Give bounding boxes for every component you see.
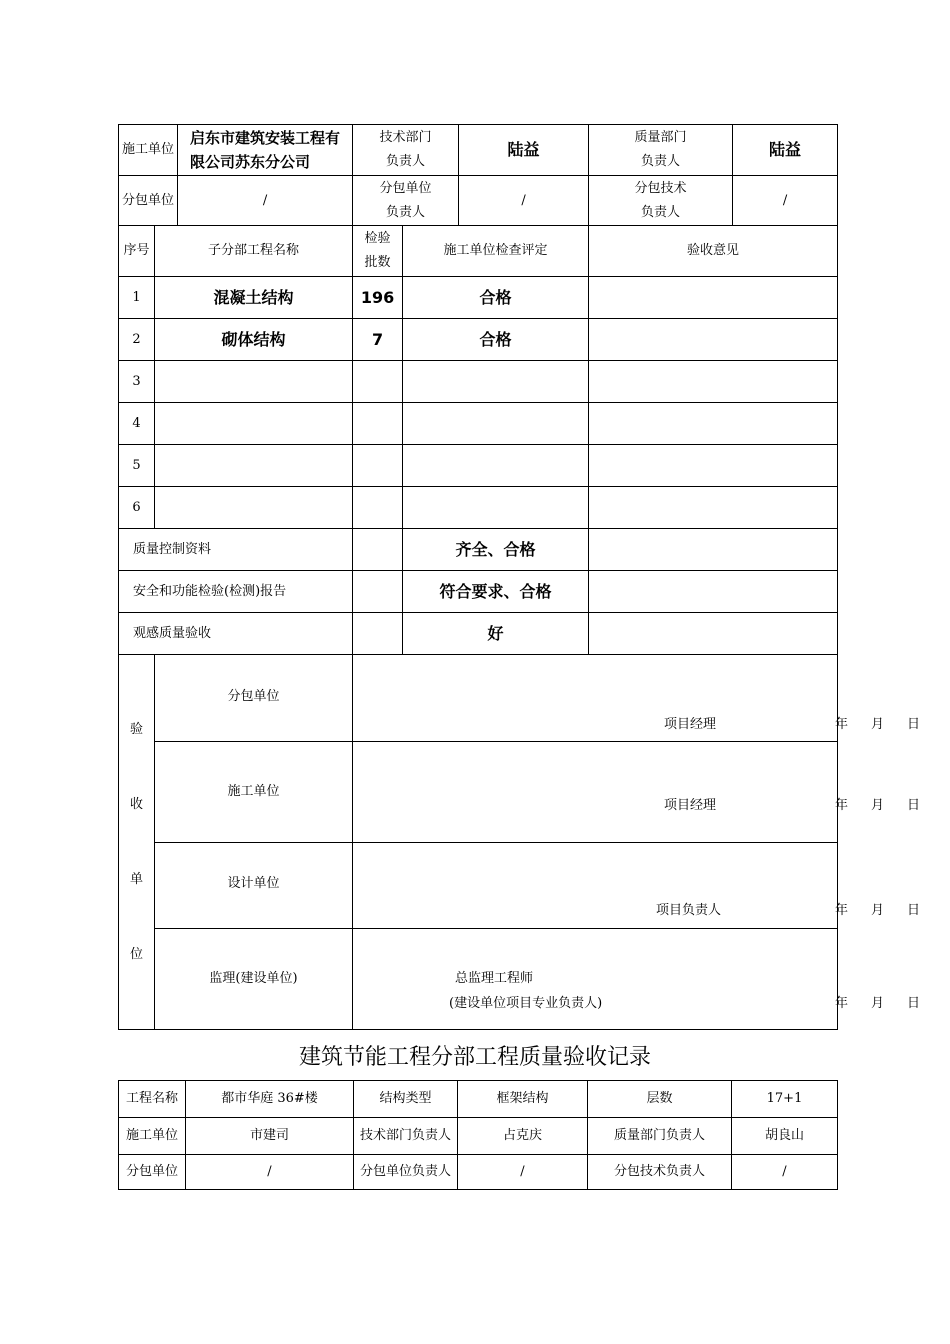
row-eval <box>403 361 589 403</box>
col-no: 序号 <box>119 226 155 277</box>
summary-row <box>119 613 838 655</box>
month-label: 月 <box>871 798 885 813</box>
month-label: 月 <box>871 717 885 732</box>
col-eval: 施工单位检查评定 <box>403 226 589 277</box>
row-batches <box>353 445 403 487</box>
summary-eval: 齐全、合格 <box>403 529 589 571</box>
row-batches <box>353 487 403 529</box>
sub-unit-2: / <box>186 1155 354 1190</box>
row-no: 4 <box>119 403 155 445</box>
signature-role: 项目经理 <box>664 798 717 813</box>
row-batches: 196 <box>353 277 403 319</box>
row-no: 2 <box>119 319 155 361</box>
row-eval <box>403 403 589 445</box>
col-opinion: 验收意见 <box>589 226 838 277</box>
quality-head: 胡良山 <box>732 1118 838 1155</box>
day-label: 日 <box>907 996 921 1011</box>
signature-role-2: (建设单位项目专业负责人) <box>449 996 603 1011</box>
signature-role: 总监理工程师 <box>455 971 534 986</box>
summary-opinion <box>589 613 838 655</box>
side-char: 验 <box>129 722 143 737</box>
sub-unit-head-value: / <box>459 176 589 226</box>
summary-label: 安全和功能检验(检测)报告 <box>119 571 353 613</box>
construction-unit-label: 施工单位 <box>119 125 178 176</box>
unit-signature <box>353 655 921 742</box>
project-name: 都市华庭 36#楼 <box>186 1081 354 1118</box>
row-no: 1 <box>119 277 155 319</box>
row-name <box>155 487 353 529</box>
summary-opinion <box>589 571 838 613</box>
quality-dept-value: 陆益 <box>733 125 838 176</box>
construction-unit-label-2: 施工单位 <box>119 1118 186 1155</box>
month-label: 月 <box>871 996 885 1011</box>
year-label: 年 <box>835 903 849 918</box>
sub-unit-value: / <box>178 176 353 226</box>
col-name: 子分部工程名称 <box>155 226 353 277</box>
summary-row <box>119 529 838 571</box>
side-char: 收 <box>129 797 143 812</box>
summary-label: 观感质量验收 <box>119 613 353 655</box>
page-title: 建筑节能工程分部工程质量验收记录 <box>298 1045 651 1070</box>
unit-signature <box>353 929 921 1030</box>
day-label: 日 <box>907 903 921 918</box>
quality-dept-label: 质量部门负责人 <box>589 125 733 176</box>
sub-unit-head-label-2: 分包单位负责人 <box>354 1155 458 1190</box>
summary-batches <box>353 613 403 655</box>
row-opinion <box>589 361 838 403</box>
energy-info-table <box>118 1080 838 1190</box>
summary-eval: 好 <box>403 613 589 655</box>
unit-name-text: 设计单位 <box>227 876 280 891</box>
unit-name-text: 监理(建设单位) <box>209 971 298 986</box>
row-opinion <box>589 277 838 319</box>
signature-role: 项目经理 <box>664 717 717 732</box>
unit-name-text: 施工单位 <box>227 784 280 799</box>
row-batches: 7 <box>353 319 403 361</box>
unit-name-text: 分包单位 <box>227 689 280 704</box>
summary-opinion <box>589 529 838 571</box>
summary-batches <box>353 529 403 571</box>
year-label: 年 <box>835 798 849 813</box>
sub-unit-head-label: 分包单位负责人 <box>353 176 459 226</box>
day-label: 日 <box>907 717 921 732</box>
row-eval <box>403 445 589 487</box>
row-no: 5 <box>119 445 155 487</box>
day-label: 日 <box>907 798 921 813</box>
unit-name <box>155 929 353 1030</box>
tech-dept-label: 技术部门负责人 <box>353 125 459 176</box>
table-row <box>119 403 838 445</box>
signature-role: 项目负责人 <box>656 903 722 918</box>
month-label: 月 <box>871 903 885 918</box>
table-row <box>119 319 838 361</box>
row-eval: 合格 <box>403 319 589 361</box>
row-eval: 合格 <box>403 277 589 319</box>
table-row <box>119 445 838 487</box>
sub-tech-head-label: 分包技术负责人 <box>589 176 733 226</box>
summary-eval: 符合要求、合格 <box>403 571 589 613</box>
row-name: 砌体结构 <box>155 319 353 361</box>
unit-name <box>155 655 353 742</box>
tech-head-label: 技术部门负责人 <box>354 1118 458 1155</box>
structure-type-label: 结构类型 <box>354 1081 458 1118</box>
acceptance-side-label <box>119 655 155 1030</box>
tech-dept-value: 陆益 <box>459 125 589 176</box>
summary-row <box>119 571 838 613</box>
sub-tech-head-label-2: 分包技术负责人 <box>588 1155 732 1190</box>
table-row <box>119 361 838 403</box>
row-opinion <box>589 403 838 445</box>
construction-unit-2: 市建司 <box>186 1118 354 1155</box>
row-opinion <box>589 445 838 487</box>
tech-head: 占克庆 <box>458 1118 588 1155</box>
unit-name <box>155 742 353 843</box>
structure-type: 框架结构 <box>458 1081 588 1118</box>
row-batches <box>353 361 403 403</box>
side-char: 位 <box>129 947 143 962</box>
row-eval <box>403 487 589 529</box>
row-name <box>155 403 353 445</box>
acceptance-table <box>118 124 921 1030</box>
unit-signature <box>353 843 921 929</box>
year-label: 年 <box>835 996 849 1011</box>
unit-signature <box>353 742 921 843</box>
table-row <box>119 487 838 529</box>
year-label: 年 <box>835 717 849 732</box>
floors-label: 层数 <box>588 1081 732 1118</box>
table-row <box>119 277 838 319</box>
project-name-label: 工程名称 <box>119 1081 186 1118</box>
side-char: 单 <box>129 872 143 887</box>
sub-unit-label: 分包单位 <box>119 176 178 226</box>
summary-batches <box>353 571 403 613</box>
quality-head-label: 质量部门负责人 <box>588 1118 732 1155</box>
sub-tech-head-value: / <box>733 176 838 226</box>
row-batches <box>353 403 403 445</box>
row-no: 3 <box>119 361 155 403</box>
row-opinion <box>589 487 838 529</box>
sub-tech-head-2: / <box>732 1155 838 1190</box>
construction-unit-name: 启东市建筑安装工程有限公司苏东分公司 <box>178 125 353 176</box>
row-name <box>155 361 353 403</box>
row-name: 混凝土结构 <box>155 277 353 319</box>
col-batches: 检验批数 <box>353 226 403 277</box>
row-name <box>155 445 353 487</box>
row-opinion <box>589 319 838 361</box>
floors: 17+1 <box>732 1081 838 1118</box>
sub-unit-head-2: / <box>458 1155 588 1190</box>
unit-name <box>155 843 353 929</box>
sub-unit-label-2: 分包单位 <box>119 1155 186 1190</box>
row-no: 6 <box>119 487 155 529</box>
summary-label: 质量控制资料 <box>119 529 353 571</box>
